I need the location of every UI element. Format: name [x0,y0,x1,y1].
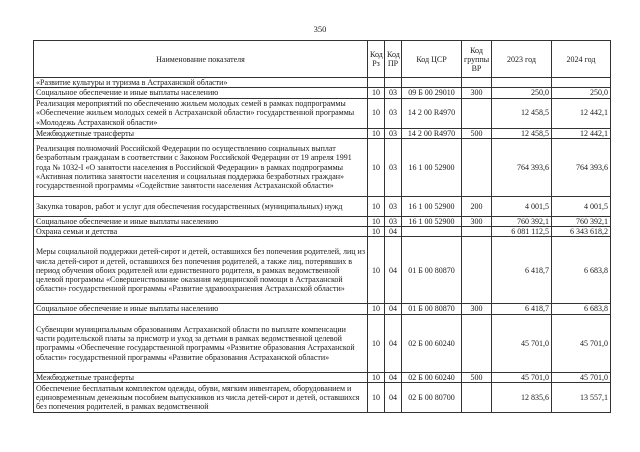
cell-pr: 04 [385,227,402,237]
table-row [34,88,611,98]
cell-name: Субвенции муниципальным образованиям Астраханской области по выплате компенсации части родительской платы за присмотр и уход за детьми в рамках ведомственной целевой программы «Обеспечение государственной программы «Развитие образования Астраханской области» государственной программы «Развитие образования Астраханской области» [34,314,368,372]
cell-rz: 10 [368,227,385,237]
table-header-row [34,41,611,78]
table-row [34,314,611,372]
cell-name: «Развитие культуры и туризма в Астраханской области» [34,78,368,88]
cell-vr: 300 [462,304,492,314]
cell-vr: 300 [462,216,492,226]
cell-2024: 764 393,6 [552,138,611,196]
cell-name: Закупка товаров, работ и услуг для обеспечения государственных (муниципальных) нужд [34,196,368,216]
cell-vr [462,314,492,372]
cell-name: Реализация полномочий Российской Федерации по осуществлению социальных выплат безработным гражданам в соответствии с Законом Российской Федерации от 19 апреля 1991 года № 1032-I «О занятости населения в Российской Федерации» в рамках подпрограммы «Активная политика занятости населения и социальная поддержка безработных граждан» государственной программы «Содействие занятости населения Астраханской области» [34,138,368,196]
header-year-2023: 2023 год [492,41,552,78]
cell-2023: 45 701,0 [492,314,552,372]
cell-pr: 04 [385,372,402,382]
cell-vr [462,98,492,128]
table-row [34,304,611,314]
cell-rz: 10 [368,216,385,226]
cell-vr [462,78,492,88]
table-row [34,372,611,382]
cell-csr: 09 Б 00 29010 [402,88,462,98]
header-code-rz: Код Рз [368,41,385,78]
cell-name: Охрана семьи и детства [34,227,368,237]
cell-2023: 6 418,7 [492,304,552,314]
cell-rz: 10 [368,383,385,413]
cell-2024: 6 683,8 [552,237,611,304]
cell-2024: 12 442,1 [552,128,611,138]
cell-pr: 03 [385,216,402,226]
cell-pr: 04 [385,314,402,372]
cell-csr: 16 1 00 52900 [402,196,462,216]
cell-rz: 10 [368,138,385,196]
cell-csr: 01 Б 00 80870 [402,237,462,304]
cell-vr: 500 [462,372,492,382]
header-indicator-name: Наименование показателя [34,41,368,78]
cell-vr [462,138,492,196]
cell-vr [462,383,492,413]
table-row [34,128,611,138]
cell-rz: 10 [368,314,385,372]
cell-vr [462,227,492,237]
cell-csr: 16 1 00 52900 [402,216,462,226]
cell-2024: 760 392,1 [552,216,611,226]
budget-table [33,40,611,413]
table-row [34,98,611,128]
cell-vr [462,237,492,304]
table-row [34,138,611,196]
cell-rz: 10 [368,88,385,98]
cell-rz: 10 [368,196,385,216]
table-row [34,216,611,226]
cell-pr [385,78,402,88]
cell-csr: 14 2 00 R4970 [402,98,462,128]
cell-2024: 45 701,0 [552,372,611,382]
cell-name: Реализация мероприятий по обеспечению жильем молодых семей в рамках подпрограммы «Обеспечение жильем молодых семей в Астраханской области» государственной программы «Молодежь Астраханской области» [34,98,368,128]
cell-pr: 03 [385,138,402,196]
cell-pr: 03 [385,128,402,138]
cell-pr: 04 [385,383,402,413]
cell-2024: 6 683,8 [552,304,611,314]
cell-2023: 760 392,1 [492,216,552,226]
cell-csr: 02 Б 00 60240 [402,372,462,382]
cell-rz: 10 [368,304,385,314]
cell-name: Социальное обеспечение и иные выплаты населению [34,88,368,98]
page-number: 350 [313,24,327,34]
cell-rz: 10 [368,128,385,138]
cell-rz [368,78,385,88]
cell-csr: 01 Б 00 80870 [402,304,462,314]
table-row [34,237,611,304]
header-code-pr: Код ПР [385,41,402,78]
cell-pr: 03 [385,196,402,216]
cell-pr: 03 [385,88,402,98]
cell-rz: 10 [368,237,385,304]
cell-2023: 250,0 [492,88,552,98]
cell-2024: 12 442,1 [552,98,611,128]
cell-name: Межбюджетные трансферты [34,372,368,382]
header-year-2024: 2024 год [552,41,611,78]
cell-rz: 10 [368,98,385,128]
cell-2024: 45 701,0 [552,314,611,372]
cell-rz: 10 [368,372,385,382]
cell-2024 [552,78,611,88]
cell-csr: 02 Б 00 80700 [402,383,462,413]
cell-2023: 4 001,5 [492,196,552,216]
cell-2024: 6 343 618,2 [552,227,611,237]
cell-csr [402,78,462,88]
table-row [34,227,611,237]
cell-name: Социальное обеспечение и иные выплаты населению [34,304,368,314]
cell-vr: 200 [462,196,492,216]
cell-2023: 12 835,6 [492,383,552,413]
cell-pr: 03 [385,98,402,128]
cell-csr: 02 Б 00 60240 [402,314,462,372]
cell-csr [402,227,462,237]
cell-csr: 14 2 00 R4970 [402,128,462,138]
cell-2023: 45 701,0 [492,372,552,382]
cell-2024: 250,0 [552,88,611,98]
cell-2023: 764 393,6 [492,138,552,196]
cell-name: Межбюджетные трансферты [34,128,368,138]
cell-csr: 16 1 00 52900 [402,138,462,196]
cell-pr: 04 [385,237,402,304]
header-code-vr: Код группы ВР [462,41,492,78]
cell-vr: 500 [462,128,492,138]
table-row [34,196,611,216]
header-code-csr: Код ЦСР [402,41,462,78]
table-row [34,383,611,413]
cell-2024: 4 001,5 [552,196,611,216]
cell-2023: 6 081 112,5 [492,227,552,237]
cell-2024: 13 557,1 [552,383,611,413]
cell-2023: 12 458,5 [492,98,552,128]
cell-2023: 12 458,5 [492,128,552,138]
cell-2023 [492,78,552,88]
cell-2023: 6 418,7 [492,237,552,304]
cell-name: Обеспечение бесплатным комплектом одежды, обуви, мягким инвентарем, оборудованием и единовременным денежным пособием выпускников из числа детей-сирот и детей, оставшихся без попечения родителей, в рамках ведомственной [34,383,368,413]
cell-name: Меры социальной поддержки детей-сирот и детей, оставшихся без попечения родителей, лиц из числа детей-сирот и детей, оставшихся без попечения родителей, а также лиц, потерявших в период обучения обоих родителей или единственного родителя, в рамках ведомственной целевой программы «Совершенствование оказания медицинской помощи в Астраханской области» государственной программы «Развитие здравоохранения Астраханской области» [34,237,368,304]
cell-pr: 04 [385,304,402,314]
cell-vr: 300 [462,88,492,98]
table-row [34,78,611,88]
cell-name: Социальное обеспечение и иные выплаты населению [34,216,368,226]
